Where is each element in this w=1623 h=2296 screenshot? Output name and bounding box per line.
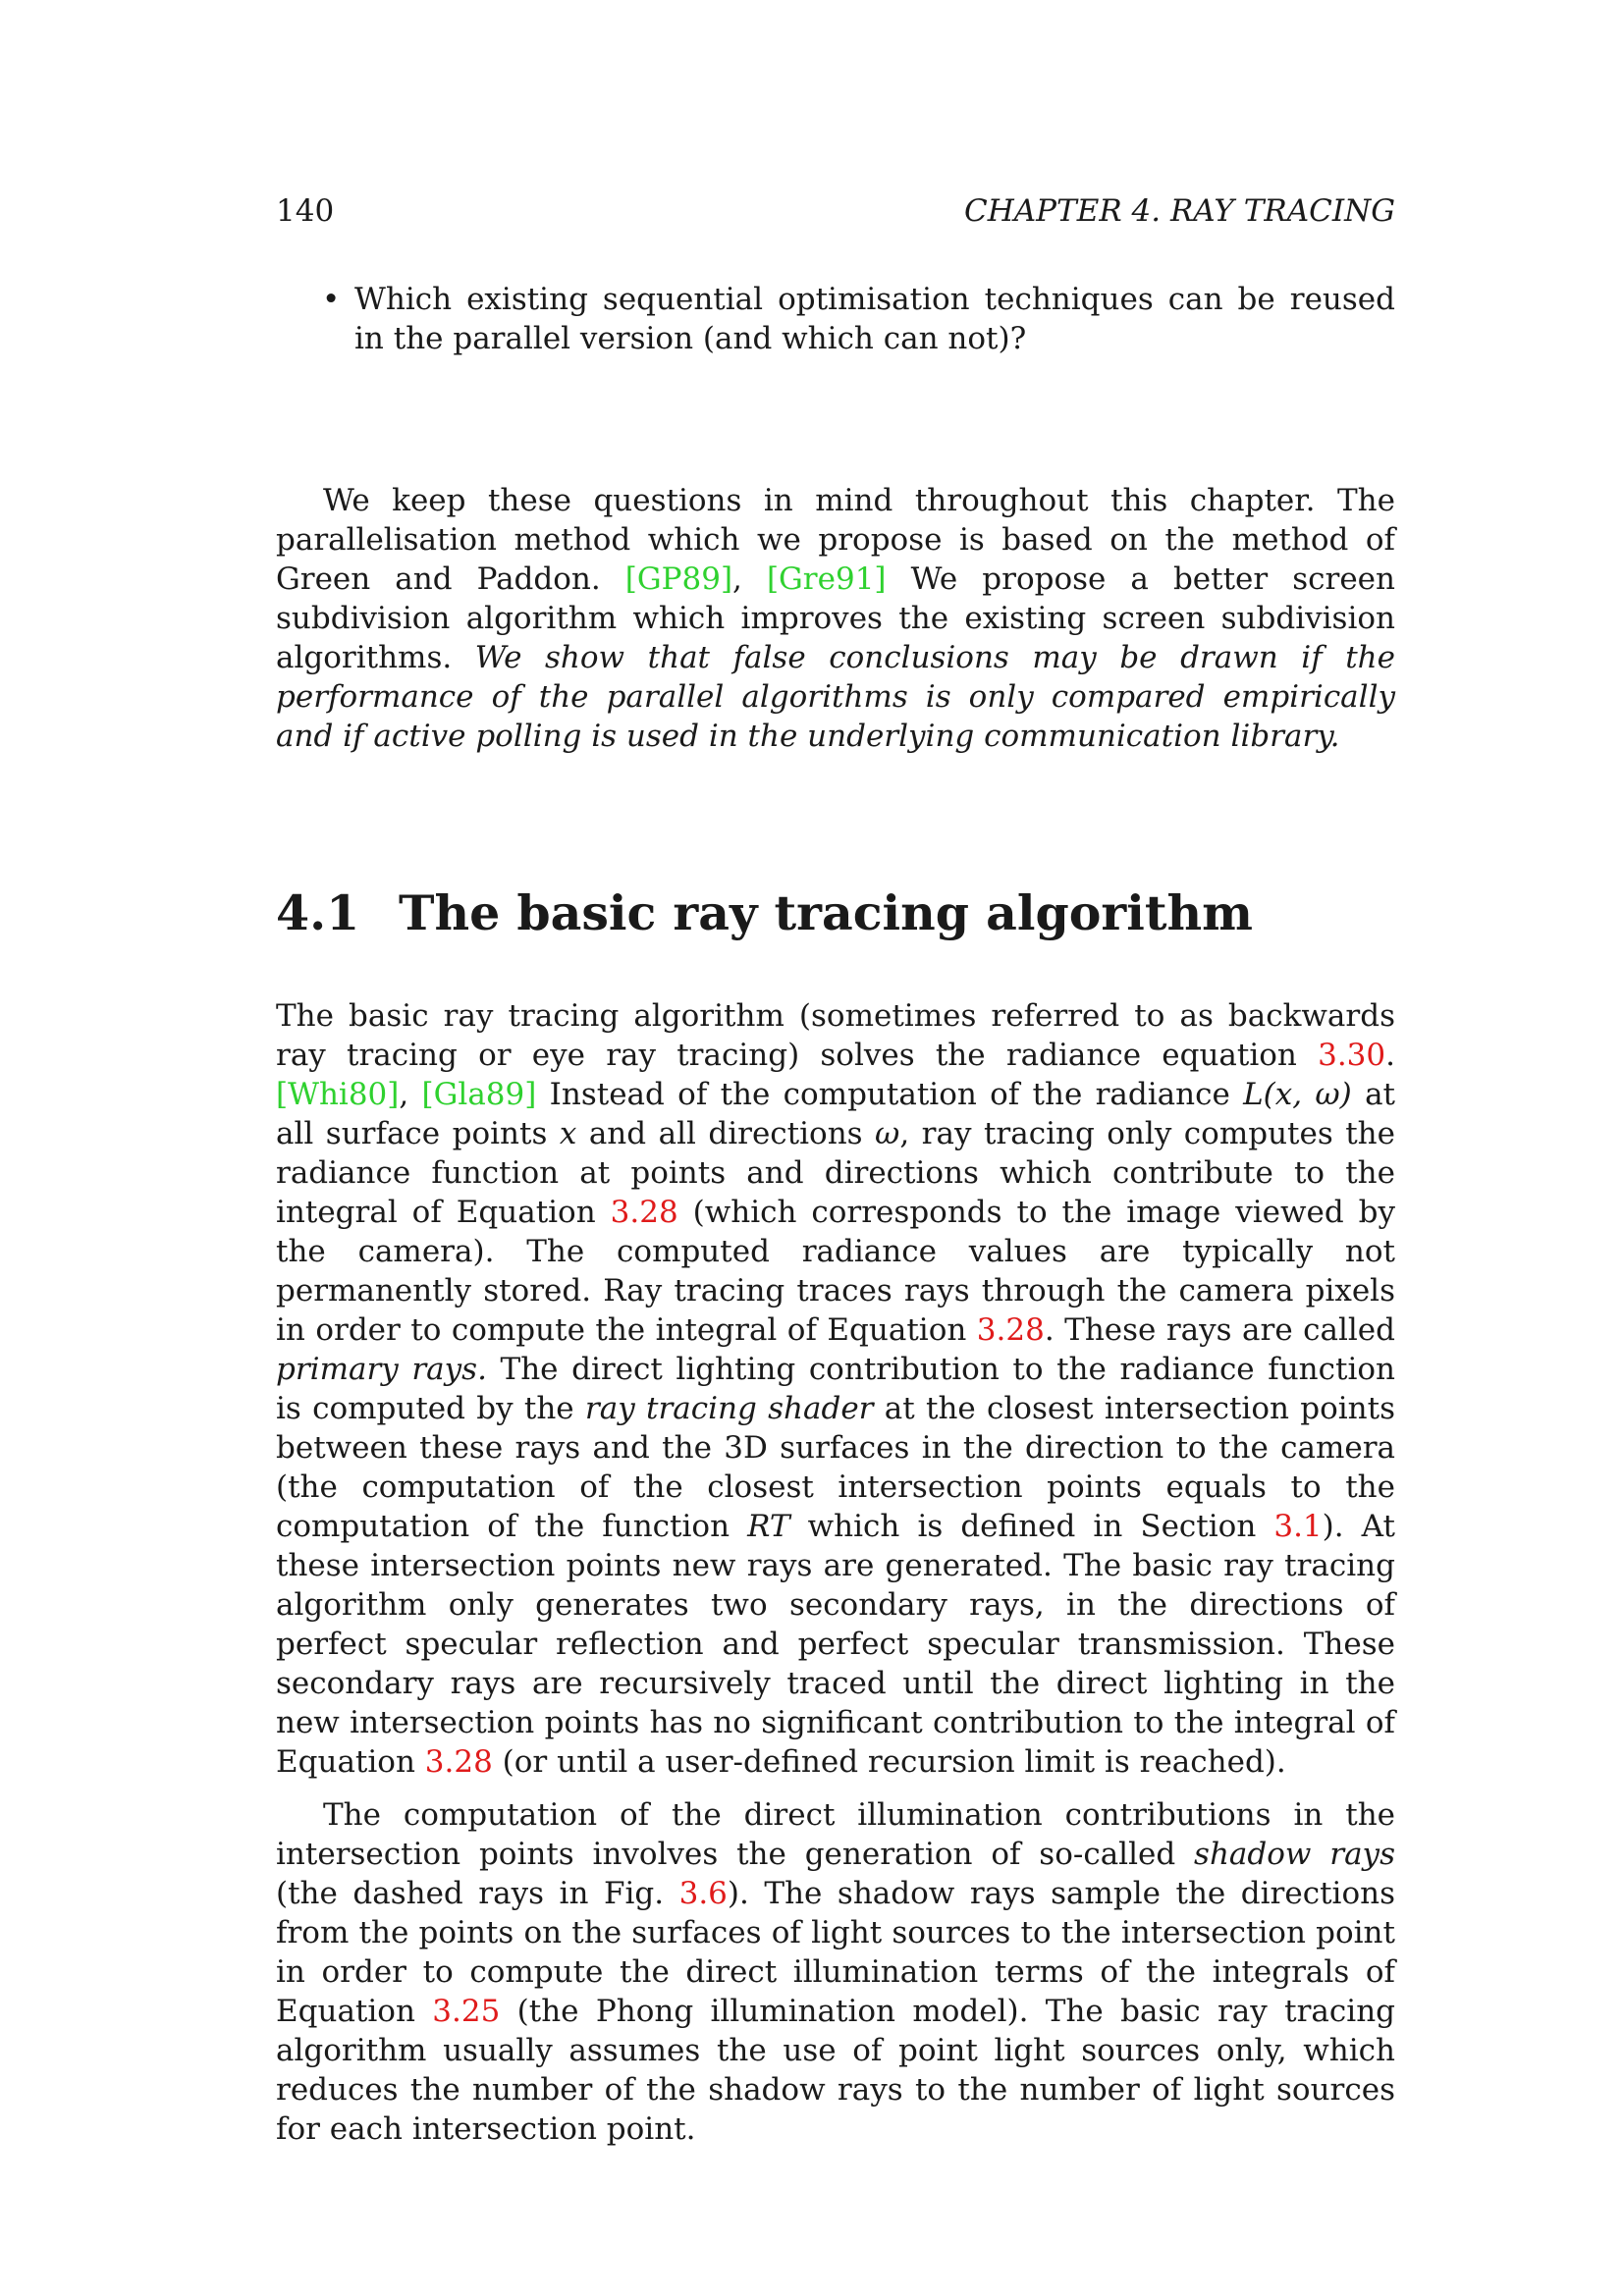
text-run: . These rays are called — [1044, 1312, 1395, 1348]
section-ref-3-1-link[interactable]: 3.1 — [1273, 1509, 1323, 1544]
running-head — [276, 191, 1395, 231]
text-run: which is defined in Section — [789, 1509, 1274, 1544]
text-run: and all directions — [576, 1116, 876, 1151]
text-run: ). At these intersection points new rays are generated. The basic ray tracing algorithm only generates two secondary rays, in the directions of perfect specular reflection and perfect specular transmission. These secondary rays are recursively traced until the direct lighting in the new intersection points has no significant contribution to the integral of Equation — [276, 1509, 1395, 1780]
intro-separator: , — [732, 561, 767, 597]
text-run: (the Phong illumination model). The basic ray tracing algorithm usually assumes the use of point light sources only, which reduces the number of the shadow rays to the number of light sources for each intersection point. — [276, 1994, 1395, 2147]
math-radiance: L(x, ω) — [1243, 1077, 1352, 1112]
text-run: , ray tracing only computes the radiance function at points and directions which contribute to the integral of Equation — [276, 1116, 1395, 1230]
math-omega: ω — [875, 1116, 900, 1151]
figure-ref-3-6-link[interactable]: 3.6 — [678, 1876, 728, 1911]
list-item-text: Which existing sequential optimisation techniques can be reused in the parallel version (and which can not)? — [354, 282, 1395, 356]
math-rt: RT — [747, 1509, 790, 1544]
section-title: The basic ray tracing algorithm — [399, 884, 1253, 941]
intro-paragraph — [276, 481, 1395, 756]
list-item — [276, 280, 1395, 358]
section-heading — [276, 883, 1395, 942]
page-number: 140 — [276, 193, 335, 229]
math-x: x — [559, 1116, 577, 1151]
book-page — [276, 191, 1395, 2149]
section-paragraph-1 — [276, 996, 1395, 1782]
text-run: ). The shadow rays sample the directions from the points on the surfaces of light sources to the intersection point in order to compute the direct illumination terms of the integrals of Equation — [276, 1876, 1395, 2029]
bullet-icon: • — [322, 282, 341, 317]
equation-ref-3-28-link[interactable]: 3.28 — [976, 1312, 1045, 1348]
equation-ref-3-25-link[interactable]: 3.25 — [432, 1994, 501, 2029]
text-run: at the closest intersection points between these rays and the 3D surfaces in the direction to the camera (the computation of the closest intersection points equals to the computation of the function — [276, 1391, 1395, 1544]
emphasis-ray-tracing-shader: ray tracing shader — [584, 1391, 874, 1426]
section-paragraph-2 — [276, 1795, 1395, 2149]
citation-gre91-link[interactable]: [Gre91] — [766, 561, 887, 597]
citation-whi80-link[interactable]: [Whi80] — [276, 1077, 400, 1112]
intro-text-2: We propose a better screen subdivision algorithm which improves the existing screen subdivision algorithms. — [276, 561, 1395, 675]
section-number: 4.1 — [276, 884, 360, 941]
text-run: Instead of the computation of the radiance — [536, 1077, 1244, 1112]
citation-gla89-link[interactable]: [Gla89] — [421, 1077, 537, 1112]
intro-text-1: We keep these questions in mind throughout this chapter. The parallelisation method which we propose is based on the method of Green and Paddon. — [276, 483, 1395, 597]
citation-gp89-link[interactable]: [GP89] — [624, 561, 733, 597]
text-run: The direct lighting contribution to the radiance function is computed by the — [276, 1352, 1396, 1426]
text-run: . — [1385, 1038, 1395, 1073]
intro-emphasis: We show that false conclusions may be drawn if the performance of the parallel algorithms is only compared empirically and if active polling is used in the underlying communication library. — [276, 640, 1395, 754]
text-run: at all surface points — [276, 1077, 1396, 1151]
equation-ref-3-28-link[interactable]: 3.28 — [424, 1744, 493, 1780]
text-run: The computation of the direct illumination contributions in the intersection points involves the generation of so-called — [276, 1797, 1395, 1872]
chapter-title: CHAPTER 4. RAY TRACING — [964, 193, 1395, 229]
question-list — [276, 280, 1395, 358]
text-run: (the dashed rays in Fig. — [276, 1876, 679, 1911]
text-run: (or until a user-defined recursion limit is reached). — [492, 1744, 1286, 1780]
emphasis-primary-rays: primary rays. — [276, 1352, 487, 1387]
text-run: The basic ray tracing algorithm (sometimes referred to as backwards ray tracing or eye ray tracing) solves the radiance equation — [276, 998, 1395, 1073]
emphasis-shadow-rays: shadow rays — [1194, 1837, 1395, 1872]
equation-ref-3-28-link[interactable]: 3.28 — [610, 1195, 678, 1230]
equation-ref-3-30-link[interactable]: 3.30 — [1318, 1038, 1386, 1073]
text-run: (which corresponds to the image viewed by the camera). The computed radiance values are typically not permanently stored. Ray tracing traces rays through the camera pixels in order to compute the integral of Equation — [276, 1195, 1395, 1348]
text-run: , — [399, 1077, 422, 1112]
